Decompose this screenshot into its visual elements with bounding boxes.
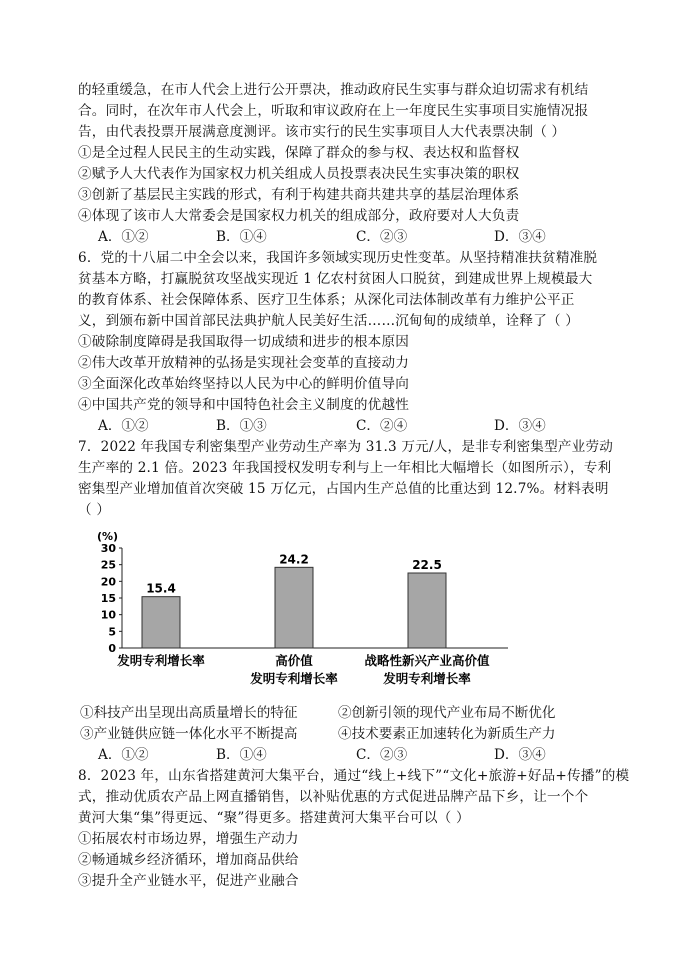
q5-text-line: 告，由代表投票开展满意度测评。该市实行的民生实事项目人大代表票决制（ ）	[78, 124, 566, 140]
q5-statement: ②赋予人大代表作为国家权力机关组成人员投票表决民生实事决策的职权	[78, 166, 520, 182]
q5-option-a[interactable]: A．①②	[98, 229, 149, 245]
patent-growth-bar-chart	[78, 528, 518, 688]
y-tick-label: 20	[100, 575, 116, 589]
q7-statement: ④技术要素正加速转化为新质生产力	[338, 726, 556, 742]
q7-option-b[interactable]: B．①④	[216, 747, 267, 763]
q6-text-line: 义，到颁布新中国首部民法典护航人民美好生活……沉甸甸的成绩单，诠释了（ ）	[78, 313, 580, 329]
q8-statement: ③提升全产业链水平，促进产业融合	[78, 873, 299, 889]
bar-value-label: 24.2	[279, 552, 309, 567]
y-tick-label: 25	[100, 558, 116, 572]
q6-option-d[interactable]: D．③④	[494, 418, 546, 434]
q6-text-line: 贫基本方略，打赢脱贫攻坚战实现近 1 亿农村贫困人口脱贫，到建成世界上规模最大	[78, 271, 593, 287]
q7-text-line: 密集型产业增加值首次突破 15 万亿元，占国内生产总值的比重达到 12.7%。材料表明	[78, 481, 609, 497]
y-tick-label: 15	[100, 592, 116, 605]
q7-option-a[interactable]: A．①②	[98, 747, 149, 763]
q5-option-d[interactable]: D．③④	[494, 229, 546, 245]
q6-statement: ①破除制度障碍是我国取得一切成绩和进步的根本原因	[78, 334, 410, 350]
q6-option-c[interactable]: C．②④	[356, 418, 408, 434]
q6-option-b[interactable]: B．①③	[216, 418, 267, 434]
q5-statement: ④体现了该市人大常委会是国家权力机关的组成部分，政府要对人大负责	[78, 208, 520, 224]
q6-statement: ②伟大改革开放精神的弘扬是实现社会变革的直接动力	[78, 355, 410, 371]
q6-text-line: 的教育体系、社会保障体系、医疗卫生体系；从深化司法体制改革有力维护公平正	[78, 292, 575, 308]
q6-text-line: 6．党的十八届二中全会以来，我国许多领域实现历史性变革。从坚持精准扶贫精准脱	[78, 250, 598, 266]
q5-text-line: 的轻重缓急，在市人代会上进行公开票决，推动政府民生实事与群众迫切需求有机结	[78, 82, 589, 98]
q7-text-line: （ ）	[78, 502, 111, 518]
x-category-label: 高价值	[275, 653, 313, 668]
q5-statement: ①是全过程人民民主的生动实践，保障了群众的参与权、表达权和监督权	[78, 145, 520, 161]
q5-text-line: 合。同时，在次年市人代会上，听取和审议政府在上一年度民生实事项目实施情况报	[78, 103, 589, 119]
bar-value-label: 22.5	[412, 558, 442, 572]
y-ticks	[101, 542, 122, 655]
q6-statement: ④中国共产党的领导和中国特色社会主义制度的优越性	[78, 397, 410, 413]
y-unit-label: (%)	[97, 530, 119, 543]
q5-option-c[interactable]: C．②③	[356, 229, 408, 245]
q8-text-line: 8．2023 年，山东省搭建黄河大集平台，通过“线上+线下”“文化+旅游+好品+传播”的模	[78, 768, 630, 784]
bar	[275, 567, 313, 648]
q7-text-line: 7．2022 年我国专利密集型产业劳动生产率为 31.3 万元/人，是非专利密集型产业劳动	[78, 439, 614, 455]
q7-option-d[interactable]: D．③④	[494, 747, 546, 763]
bar	[142, 597, 180, 648]
q8-text-line: 黄河大集“集”得更远、“聚”得更多。搭建黄河大集平台可以（ ）	[78, 810, 470, 826]
q7-option-c[interactable]: C．②③	[356, 747, 408, 763]
bars	[142, 552, 446, 648]
bar	[408, 573, 446, 648]
q7-statement: ③产业链供应链一体化水平不断提高	[80, 726, 298, 742]
q5-statement: ③创新了基层民主实践的形式，有利于构建共商共建共享的基层治理体系	[78, 187, 520, 203]
x-category-label: 发明专利增长率	[383, 671, 471, 686]
q7-text-line: 生产率的 2.1 倍。2023 年我国授权发明专利与上一年相比大幅增长（如图所示），专利	[78, 460, 612, 476]
x-category-label: 发明专利增长率	[250, 671, 338, 686]
y-tick-label: 30	[100, 542, 116, 555]
y-tick-label: 10	[100, 608, 116, 622]
q8-text-line: 式，推动优质农产品上网直播销售，以补贴优惠的方式促进品牌产品下乡，让一个个	[78, 789, 589, 805]
q7-statement: ①科技产出呈现出高质量增长的特征	[80, 705, 298, 721]
q6-option-a[interactable]: A．①②	[98, 418, 149, 434]
x-labels	[116, 653, 490, 686]
q6-statement: ③全面深化改革始终坚持以人民为中心的鲜明价值导向	[78, 376, 410, 392]
q8-statement: ②畅通城乡经济循环，增加商品供给	[78, 852, 299, 868]
x-category-label: 发明专利增长率	[117, 653, 205, 668]
x-category-label: 战略性新兴产业高价值	[364, 653, 490, 668]
y-tick-label: 0	[108, 642, 116, 655]
q7-statement: ②创新引领的现代产业布局不断优化	[338, 705, 556, 721]
y-tick-label: 5	[108, 625, 116, 639]
q8-statement: ①拓展农村市场边界，增强生产动力	[78, 831, 299, 847]
q5-option-b[interactable]: B．①④	[216, 229, 267, 245]
bar-value-label: 15.4	[146, 581, 176, 596]
